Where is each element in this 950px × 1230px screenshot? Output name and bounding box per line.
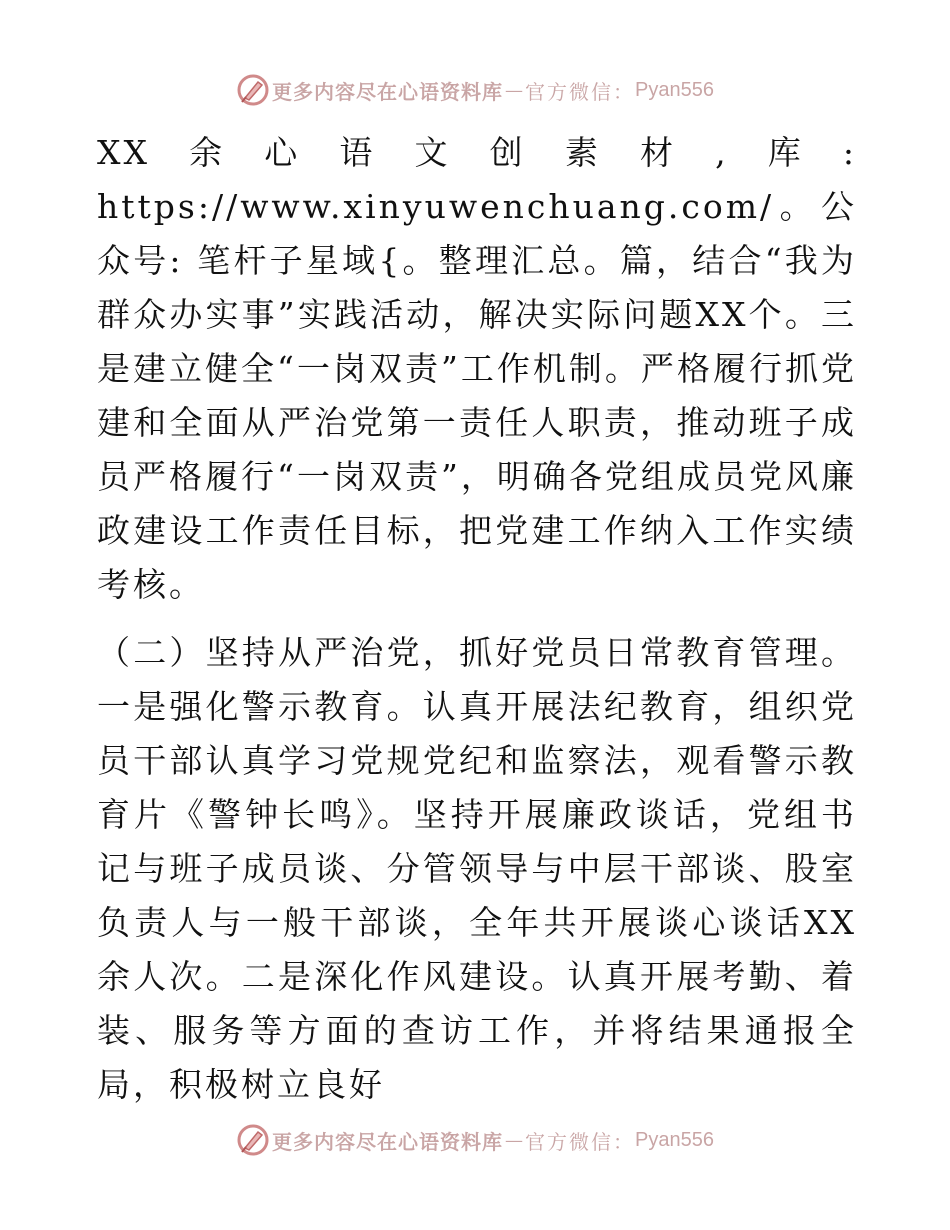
- watermark-dash: —: [505, 79, 524, 101]
- watermark-wechat-label: 官方微信：: [525, 79, 636, 104]
- watermark-brand-text: 更多内容尽在心语资料库: [272, 79, 504, 104]
- watermark-dash: —: [505, 1129, 524, 1151]
- header-watermark-banner: [0, 70, 950, 110]
- footer-watermark-banner: [0, 1120, 950, 1160]
- watermark-brand-text: 更多内容尽在心语资料库: [272, 1129, 504, 1154]
- document-body: [97, 126, 857, 1112]
- body-paragraph-2: （二）坚持从严治党，抓好党员日常教育管理。一是强化警示教育。认真开展法纪教育，组织党员干部认真学习党规党纪和监察法，观看警示教育片《警钟长鸣》。坚持开展廉政谈话，党组书记与班子成员谈、分管领导与中层干部谈、股室负责人与一般干部谈，全年共开展谈心谈话XX余人次。二是深化作风建设。认真开展考勤、着装、服务等方面的查访工作，并将结果通报全局，积极树立良好: [97, 633, 857, 1104]
- watermark-wechat-handle: Pyan556: [635, 1128, 714, 1151]
- feather-pen-circle-icon: [236, 1123, 270, 1157]
- body-paragraph-1: XX余心语文创素材,库: https://www.xinyuwenchuang.com/。公众号: 笔杆子星域{。整理汇总。篇，结合“我为群众办实事”实践活动，解决实际问题XX个。三是建立健全“一岗双责”工作机制。严格履行抓党建和全面从严治党第一责任人职责，推动班子成员严格履行“一岗双责”，明确各党组成员党风廉政建设工作责任目标，把党建工作纳入工作实绩考核。: [97, 133, 857, 604]
- watermark-wechat-label: 官方微信：: [525, 1129, 636, 1154]
- watermark-wechat-handle: Pyan556: [635, 78, 714, 101]
- feather-pen-circle-icon: [236, 73, 270, 107]
